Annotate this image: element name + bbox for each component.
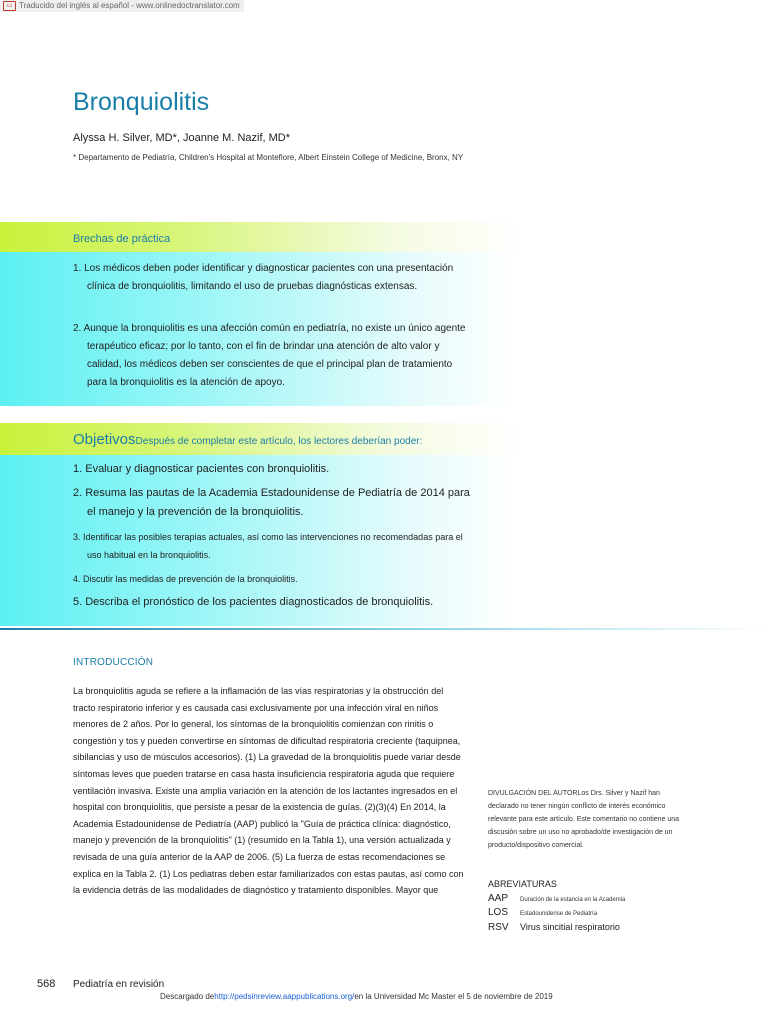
objectives-heading: Objetivos xyxy=(73,431,136,448)
download-link[interactable]: http://pedsinreview.aappublications.org/ xyxy=(214,992,355,1001)
practice-gaps-header xyxy=(0,222,520,252)
translation-banner-text[interactable]: Traducido del inglés al español - www.onlinedoctranslator.com xyxy=(19,1,240,10)
objective-item: 5. Describa el pronóstico de los pacientes diagnosticados de bronquiolitis. xyxy=(73,596,434,608)
abbreviations-heading: ABREVIATURAS xyxy=(488,879,557,889)
abbreviation-definition: Estadounidense de Pediatría xyxy=(520,911,598,917)
abbreviation-code: AAP xyxy=(488,893,509,904)
objectives-heading-line xyxy=(73,431,422,448)
download-footer xyxy=(160,992,553,1001)
abbreviation-code: RSV xyxy=(488,922,509,933)
translate-icon: ▭ xyxy=(3,1,16,11)
objectives-box xyxy=(0,455,520,626)
objective-item: 2. Resuma las pautas de la Academia Estadounidense de Pediatría de 2014 para el manejo y la prevención de la bronquiolitis. xyxy=(73,487,470,518)
journal-name: Pediatría en revisión xyxy=(73,979,165,990)
page-number: 568 xyxy=(37,978,56,990)
objective-item: 3. Identificar las posibles terapias actuales, así como las intervenciones no recomendadas para el uso habitual en la bronquiolitis. xyxy=(73,532,463,560)
practice-gaps-heading: Brechas de práctica xyxy=(73,233,171,245)
translation-banner[interactable] xyxy=(0,0,244,12)
download-prefix: Descargado de xyxy=(160,992,215,1001)
abbreviation-row xyxy=(488,922,620,933)
article-title: Bronquiolitis xyxy=(73,88,210,116)
objectives-header xyxy=(0,423,520,455)
objective-item: 1. Evaluar y diagnosticar pacientes con bronquiolitis. xyxy=(73,463,330,475)
abbreviation-definition: Duración de la estancia en la Academia xyxy=(520,897,626,903)
abbreviation-definition: Virus sincitial respiratorio xyxy=(520,922,620,932)
practice-gap-item: 1. Los médicos deben poder identificar y diagnosticar pacientes con una presentación clínica de bronquiolitis, limitando el uso de pruebas diagnósticas extensas. xyxy=(73,263,454,292)
section-divider xyxy=(0,628,768,630)
abbreviation-code: LOS xyxy=(488,907,509,918)
article-authors: Alyssa H. Silver, MD*, Joanne M. Nazif, MD* xyxy=(73,132,291,144)
objective-item: 4. Discutir las medidas de prevención de la bronquiolitis. xyxy=(73,574,298,584)
practice-gaps-box xyxy=(0,252,520,406)
introduction-heading: INTRODUCCIÓN xyxy=(73,657,154,668)
introduction-text: La bronquiolitis aguda se refiere a la inflamación de las vías respiratorias y la obstrucción del tracto respiratorio inferior y es causada casi exclusivamente por una infección viral en niños menores de 2 años. Por lo general, los síntomas de la bronquiolitis comienzan con rinitis o congestión y tos y pueden convertirse en síntomas de dificultad respiratoria creciente (taquipnea, sibilancias y uso de músculos accesorios). (1) La gravedad de la bronquiolitis puede variar desde síntomas leves que pueden tratarse en casa hasta insuficiencia respiratoria aguda que requiere ventilación invasiva. Existe una amplia variación en la atención de los lactantes ingresados en el hospital con bronquiolitis, que persiste a pesar de la existencia de guías. (2)(3)(4) En 2014, la Academia Estadounidense de Pediatría (AAP) publicó la "Guía de práctica clínica: diagnóstico, manejo y prevención de la bronquiolitis" (1) (resumido en la Tabla 1), una versión actualizada y revisada de una guía anterior de la AAP de 2006. (5) La fuerza de estas recomendaciones se explica en la Tabla 2. (1) Los pediatras deben estar familiarizados con estas pautas, así como con la evidencia detrás de las modalidades de diagnóstico y tratamiento disponibles. Mayor que xyxy=(73,686,464,896)
objectives-intro: Después de completar este artículo, los lectores deberían poder: xyxy=(135,436,423,447)
author-disclosure: DIVULGACIÓN DEL AUTORLos Drs. Silver y Nazif han declarado no tener ningún conflicto de interés económico relevante para este artículo. Este comentario no contiene una discusión sobre un uso no aprobado/de investigación de un producto/dispositivo comercial. xyxy=(488,790,680,849)
abbreviation-row xyxy=(488,907,597,918)
abbreviation-row xyxy=(488,893,625,904)
practice-gap-item: 2. Aunque la bronquiolitis es una afección común en pediatría, no existe un único agente terapéutico eficaz; por lo tanto, con el fin de brindar una atención de alto valor y calidad, los médicos deben ser conscientes de que el principal plan de tratamiento para la bronquiolitis es la atención de apoyo. xyxy=(73,323,466,388)
article-affiliation: * Departamento de Pediatría, Children's Hospital at Montefiore, Albert Einstein College of Medicine, Bronx, NY xyxy=(73,153,464,162)
download-suffix: en la Universidad Mc Master el 5 de noviembre de 2019 xyxy=(354,992,553,1001)
